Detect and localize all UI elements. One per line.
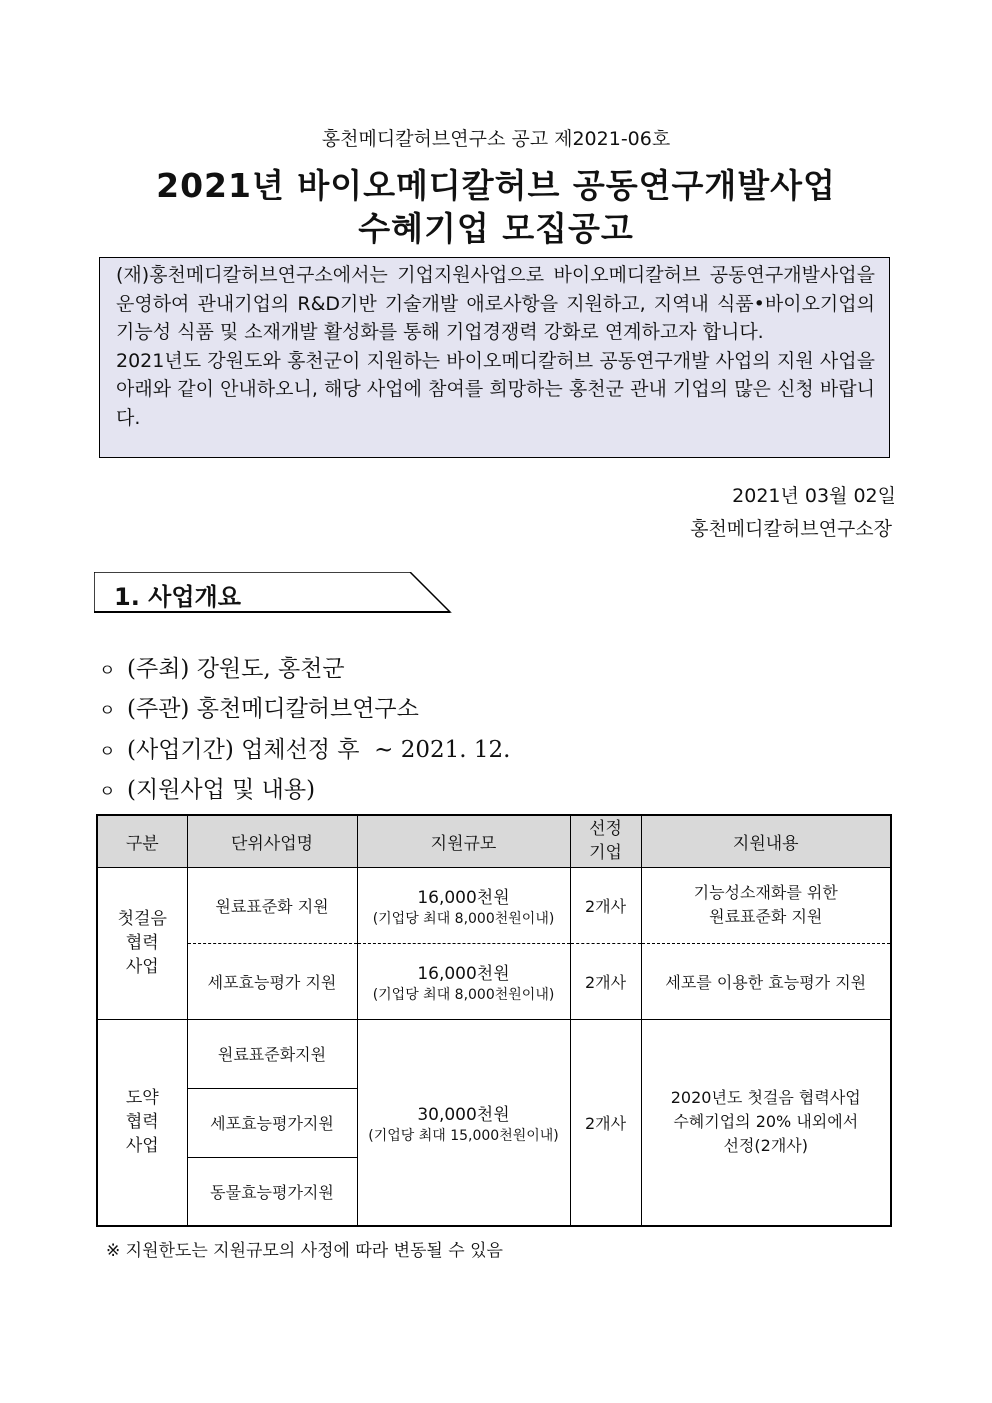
support-amount-cell xyxy=(357,943,570,1019)
intro-paragraph-2: 2021년도 강원도와 홍천군이 지원하는 바이오메디칼허브 공동연구개발 사업의 지원 사업을 아래와 같이 안내하오니, 해당 사업에 참여를 희망하는 홍천군 관내 기업의 많은 신청 바랍니다. xyxy=(116,349,875,429)
support-amount-note: (기업당 최대 8,000천원이내) xyxy=(372,910,555,927)
header-support-content: 지원내용 xyxy=(641,815,891,867)
table-row xyxy=(97,867,891,943)
program-name: 원료표준화지원 xyxy=(187,1019,357,1088)
group2-category: 도약 협력 사업 xyxy=(97,1019,187,1226)
header-program-name: 단위사업명 xyxy=(187,815,357,867)
table-header-row xyxy=(97,815,891,867)
page-title-line1: 2021년 바이오메디칼허브 공동연구개발사업 xyxy=(156,166,836,205)
page-title-line2: 수혜기업 모집공고 xyxy=(358,209,634,248)
notice-number: 홍천메디칼허브연구소 공고 제2021-06호 xyxy=(321,128,671,150)
bullet-text: (사업기간) 업체선정 후 ~ 2021. 12. xyxy=(127,737,511,763)
program-name: 세포효능평가 지원 xyxy=(187,943,357,1019)
header-selected-companies: 선정 기업 xyxy=(570,815,641,867)
bullet-mark: ㅇ xyxy=(99,782,116,802)
program-name: 원료표준화 지원 xyxy=(187,867,357,943)
support-table xyxy=(96,814,892,1227)
support-content: 기능성소재화를 위한 원료표준화 지원 xyxy=(641,867,891,943)
bullet-mark: ㅇ xyxy=(99,701,116,721)
table-row xyxy=(97,1019,891,1088)
support-amount: 16,000천원 xyxy=(417,887,510,908)
signer: 홍천메디칼허브연구소장 xyxy=(690,518,892,540)
notice-date: 2021년 03월 02일 xyxy=(732,485,896,507)
bullet-text: (주최) 강원도, 홍천군 xyxy=(127,656,345,682)
selected-count: 2개사 xyxy=(570,867,641,943)
selected-count: 2개사 xyxy=(570,1019,641,1226)
bullet-text: (지원사업 및 내용) xyxy=(127,777,316,803)
bullet-support xyxy=(99,771,315,804)
program-name: 세포효능평가지원 xyxy=(187,1088,357,1157)
header-category: 구분 xyxy=(97,815,187,867)
support-amount-note: (기업당 최대 8,000천원이내) xyxy=(372,986,555,1003)
support-amount: 16,000천원 xyxy=(417,963,510,984)
program-name: 동물효능평가지원 xyxy=(187,1157,357,1226)
footnote: ※ 지원한도는 지원규모의 사정에 따라 변동될 수 있음 xyxy=(106,1241,503,1261)
support-content: 2020년도 첫걸음 협력사업 수혜기업의 20% 내외에서 선정(2개사) xyxy=(641,1019,891,1226)
support-amount-cell xyxy=(357,867,570,943)
group1-category: 첫걸음 협력 사업 xyxy=(97,867,187,1019)
intro-box xyxy=(99,257,890,458)
selected-count: 2개사 xyxy=(570,943,641,1019)
support-amount-note: (기업당 최대 15,000천원이내) xyxy=(368,1127,559,1144)
header-support-scale: 지원규모 xyxy=(357,815,570,867)
bullet-period xyxy=(99,731,510,764)
bullet-organizer xyxy=(99,690,419,723)
bullet-text: (주관) 홍천메디칼허브연구소 xyxy=(127,696,419,722)
section-title: 1. 사업개요 xyxy=(114,583,241,611)
support-amount: 30,000천원 xyxy=(417,1104,510,1125)
bullet-mark: ㅇ xyxy=(99,661,116,681)
table-row xyxy=(97,943,891,1019)
bullet-host xyxy=(99,650,345,683)
intro-paragraph-1: (재)홍천메디칼허브연구소에서는 기업지원사업으로 바이오메디칼허브 공동연구개발사업을 운영하여 관내기업의 R&D기반 기술개발 애로사항을 지원하고, 지역내 식품•바이오기업의 기능성 식품 및 소재개발 활성화를 통해 기업경쟁력 강화로 연계하고자 합니다. xyxy=(116,264,875,343)
support-amount-cell xyxy=(357,1019,570,1226)
section-heading xyxy=(94,572,454,614)
support-content: 세포를 이용한 효능평가 지원 xyxy=(641,943,891,1019)
bullet-mark: ㅇ xyxy=(99,742,116,762)
